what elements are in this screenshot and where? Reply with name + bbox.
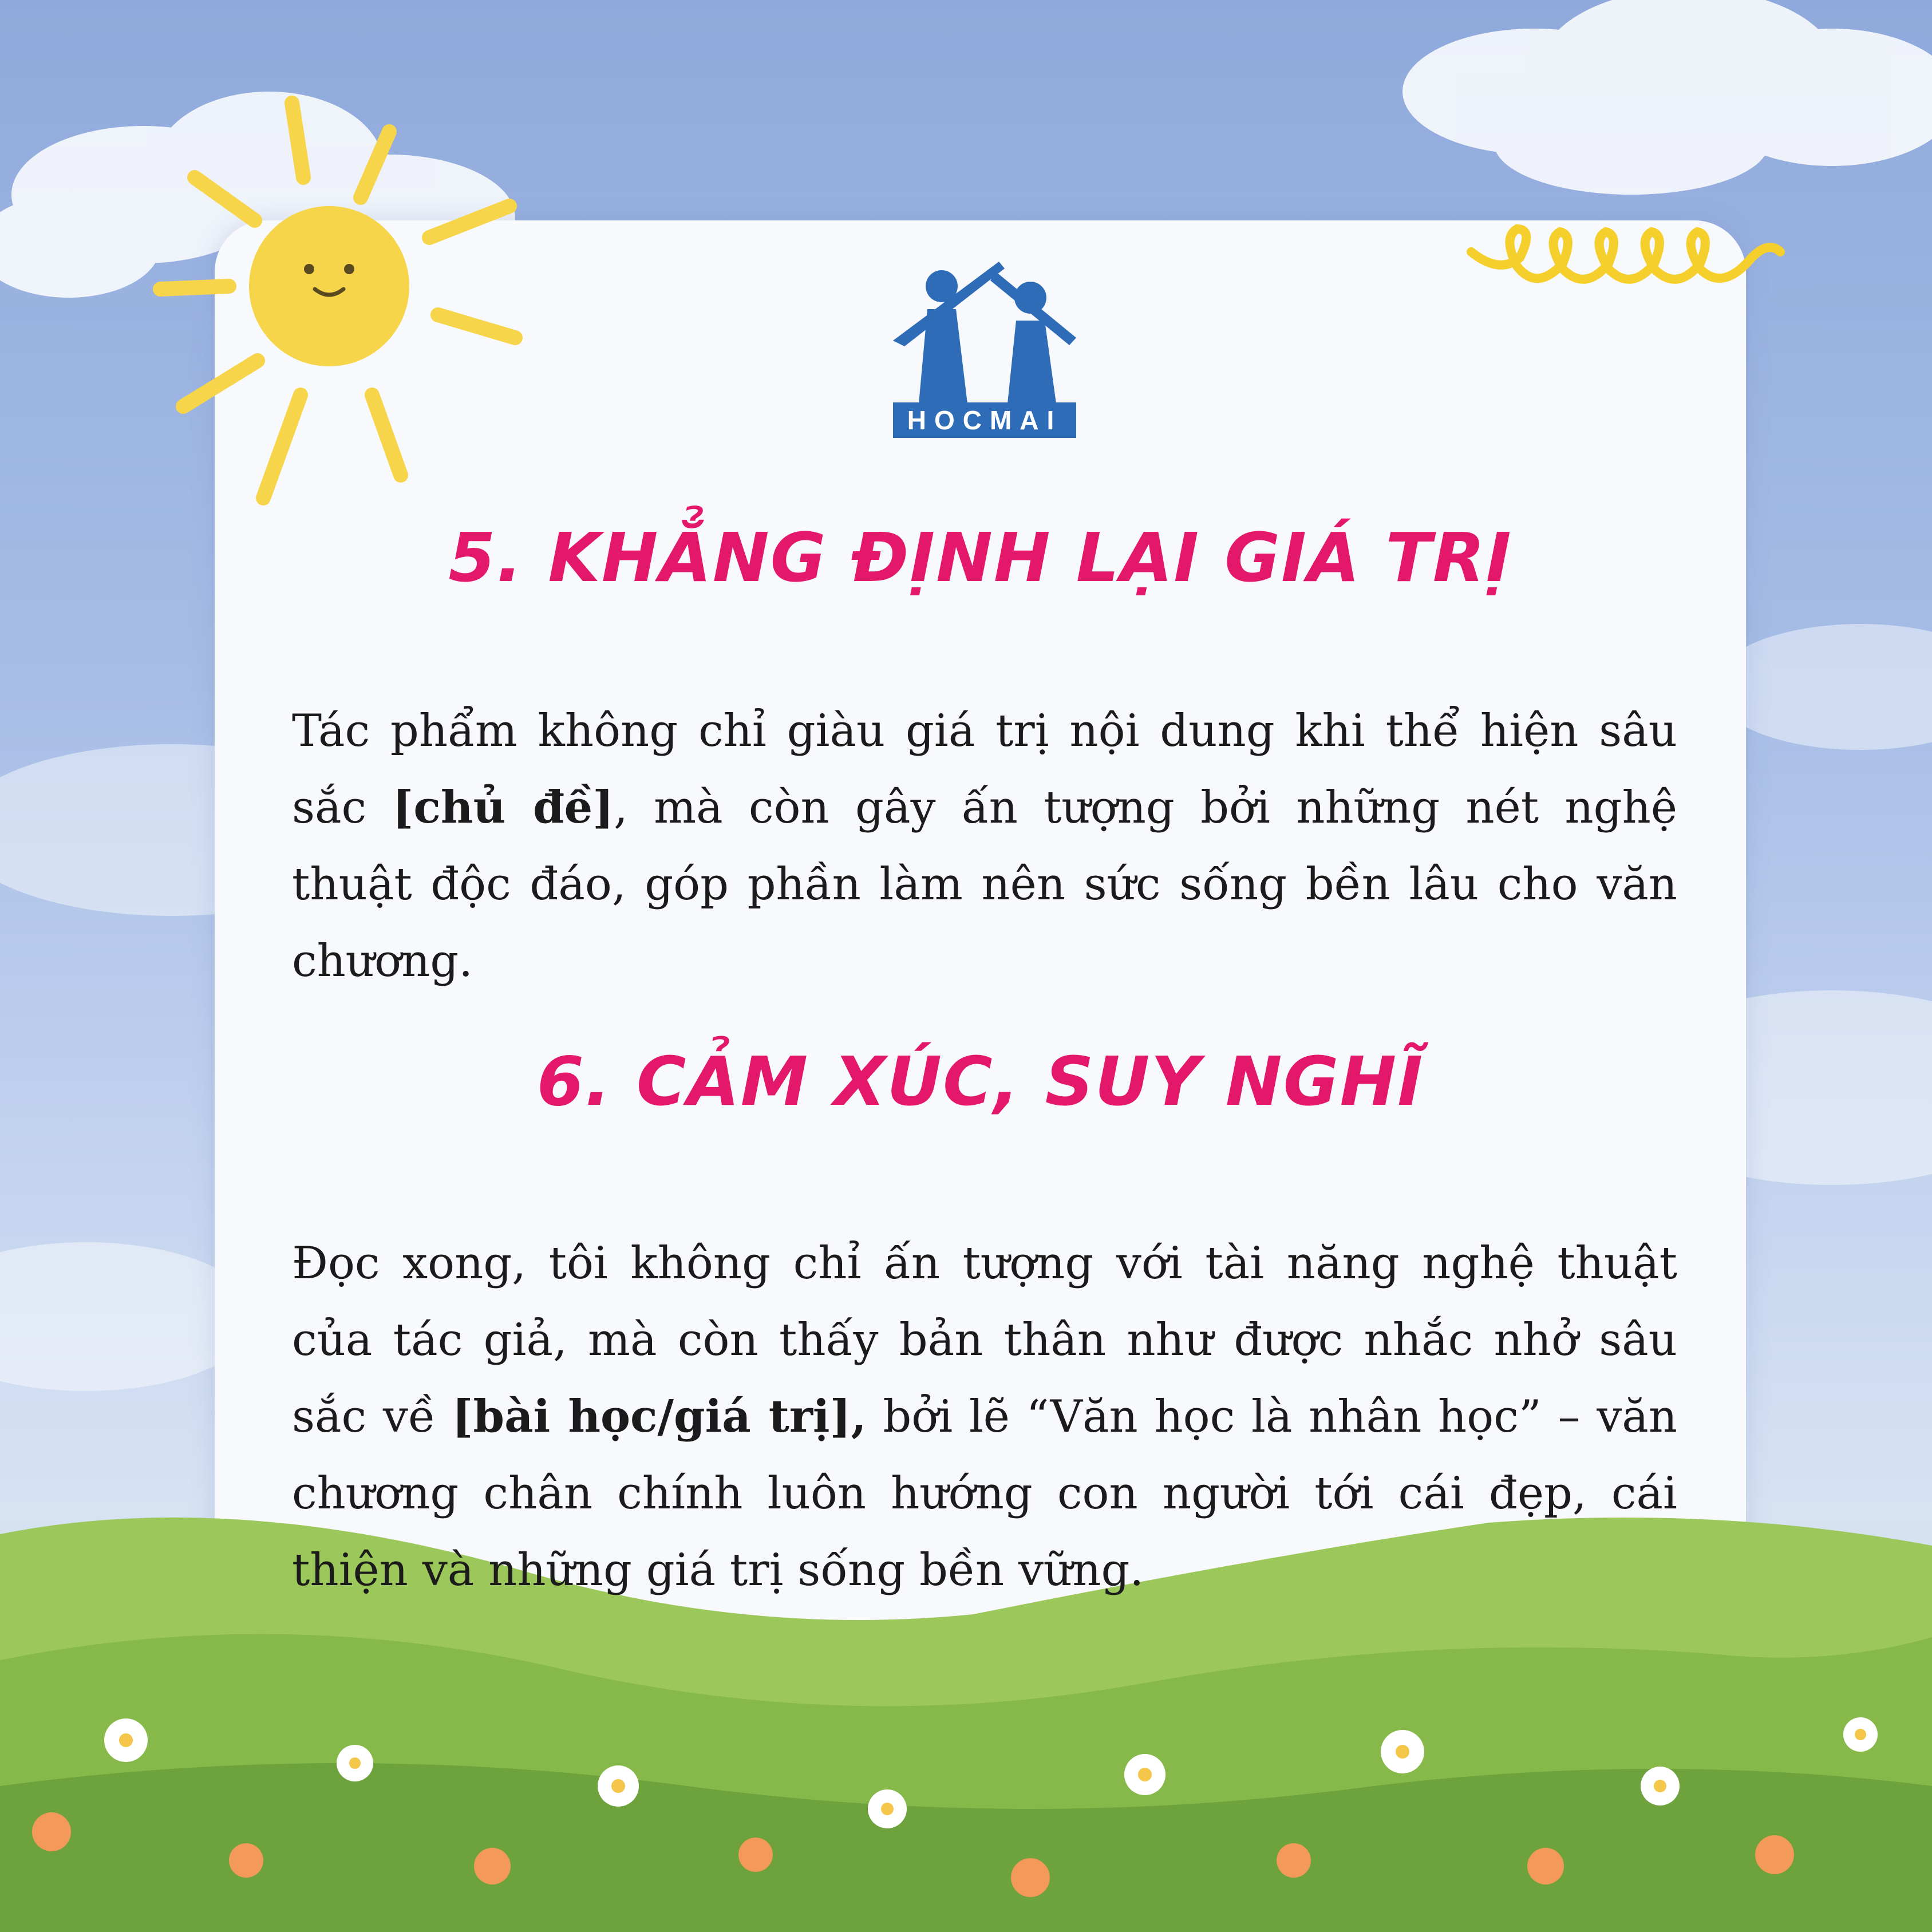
section-6-heading: 6. CẢM XÚC, SUY NGHĨ [536,1042,1424,1121]
logo-brand-text: HOCMAI [893,402,1076,438]
section-5-bold: [chủ đề] [392,781,614,833]
section-6-bold: [bài học/giá trị], [452,1390,867,1443]
section-6-text-before: Đọc xong, tôi không chỉ ấn tượng với tài năng nghệ thuật của tác giả, mà còn thấy bản thân như được nhắc nhở sâu sắc về [292,1238,1677,1443]
section-5-paragraph [292,693,1677,999]
two-people-house-logo-icon [893,260,1076,404]
section-5-heading: 5. KHẲNG ĐỊNH LẠI GIÁ TRỊ [448,518,1512,597]
hocmai-logo [893,260,1076,438]
section-6-paragraph [292,1225,1677,1609]
section-5-text-before: Tác phẩm không chỉ giàu giá trị nội dung khi thể hiện sâu sắc [292,705,1677,833]
section-5-text-after: , mà còn gây ấn tượng bởi những nét nghệ thuật độc đáo, góp phần làm nên sức sống bền lâu cho văn chương. [292,782,1677,987]
swirl-icon [1465,212,1786,303]
sun-icon [143,86,532,521]
section-6-text-after: bởi lẽ “Văn học là nhân học” – văn chương chân chính luôn hướng con người tới cái đẹp, cái thiện và những giá trị sống bền vững. [292,1391,1677,1596]
